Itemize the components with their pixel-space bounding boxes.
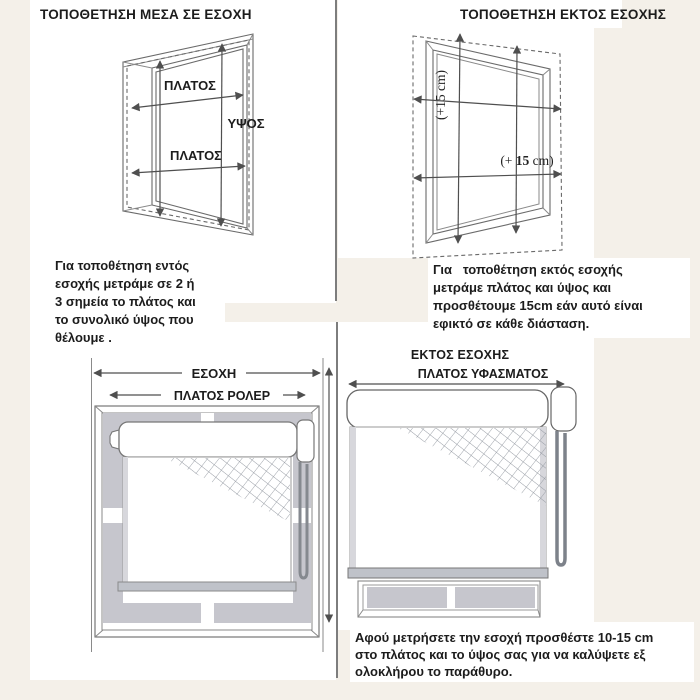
note-bottom: [355, 629, 690, 680]
roller-width-label: ΠΛΑΤΟΣ ΡΟΛΕΡ: [173, 389, 271, 403]
diagram-roller-inside-recess: [85, 352, 333, 664]
note-line: προσθέτουμε 15cm εάν αυτό είναι: [433, 298, 643, 313]
diagram-window-outside-recess: [405, 28, 570, 263]
height-arrow-left: [458, 34, 460, 243]
height-label: ΥΨΟΣ: [227, 116, 265, 131]
title-inside-recess: ΤΟΠΟΘΕΤΗΣΗ ΜΕΣΑ ΣΕ ΕΣΟΧΗ: [40, 7, 252, 22]
fabric-edge-texture-left: [350, 427, 356, 570]
note-line: Για τοποθέτηση εντός: [55, 258, 190, 273]
note-inside-recess: [55, 257, 235, 347]
title-outside-recess: ΤΟΠΟΘΕΤΗΣΗ ΕΚΤΟΣ ΕΣΟΧΗΣ: [460, 7, 667, 22]
window-pane-right: [455, 587, 535, 608]
height-arrow-right: [516, 46, 517, 233]
diagram-roller-outside-recess: [345, 368, 595, 630]
note-line: στο πλάτος και το ύψος σας για να καλύψετε εξ: [355, 647, 646, 662]
note-line: 3 σημεία το πλάτος και: [55, 294, 196, 309]
width-label-bottom: ΠΛΑΤΟΣ: [170, 148, 222, 163]
title-outside-recess-bottom: ΕΚΤΟΣ ΕΣΟΧΗΣ: [410, 348, 510, 362]
note-line: θέλουμε .: [55, 330, 112, 345]
roller-blind: [110, 420, 314, 591]
note-line: μετράμε πλάτος και ύψος και: [433, 280, 612, 295]
window-frame-perspective: [123, 34, 253, 235]
note-outside-recess: [433, 261, 688, 333]
roller-end-cap: [551, 387, 576, 431]
roller-tube: [119, 422, 297, 457]
window-bottom: [358, 581, 540, 617]
roller-bracket-right: [297, 420, 314, 462]
fabric-width-label: ΠΛΑΤΟΣ ΥΦΑΣΜΑΤΟΣ: [417, 367, 549, 381]
horizontal-add-label: (+ 15 cm): [500, 153, 554, 168]
width-arrow-bottom: [132, 166, 245, 173]
chain: [557, 431, 565, 565]
fabric-edge-texture: [123, 457, 128, 585]
window-pane-left: [367, 587, 447, 608]
recess-label: ΕΣΟΧΗ: [191, 366, 237, 381]
roller-blind: [347, 387, 576, 578]
outside-mount-dashed-outline: [413, 36, 562, 258]
vertical-divider-top: [335, 0, 337, 301]
width-arrow-top: [132, 95, 243, 108]
note-line: Για τοποθέτηση εκτός εσοχής: [433, 262, 623, 277]
note-line: εφικτό σε κάθε διάσταση.: [433, 316, 590, 331]
width-label-top: ΠΛΑΤΟΣ: [164, 78, 216, 93]
note-line: ολοκλήρου το παράθυρο.: [355, 664, 513, 679]
bottom-rail: [118, 582, 296, 591]
roller-tube: [347, 390, 548, 428]
note-line: Αφού μετρήσετε την εσοχή προσθέστε 10-15 cm: [355, 630, 654, 645]
vertical-divider-bottom: [336, 322, 338, 678]
roller-bracket-left: [110, 430, 119, 449]
note-line: το συνολικό ύψος που: [55, 312, 194, 327]
vertical-add-label: (+15 cm): [433, 70, 448, 120]
diagram-window-inside-recess: [112, 30, 272, 245]
note-line: εσοχής μετράμε σε 2 ή: [55, 276, 195, 291]
height-arrow-right: [221, 44, 222, 226]
bottom-rail: [348, 568, 548, 578]
